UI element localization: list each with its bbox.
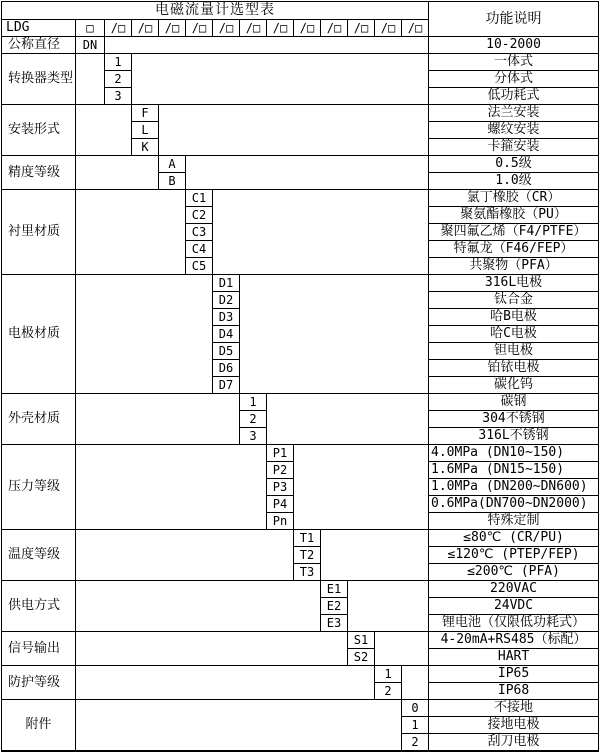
desc-cell: ≤80℃ (CR/PU) [429, 530, 599, 547]
spec-row [2, 445, 599, 462]
desc-cell: 钽电极 [429, 343, 599, 360]
filler-cell [186, 156, 429, 190]
model-prefix: LDG [2, 20, 76, 37]
desc-cell: 聚氨酯橡胶（PU） [429, 207, 599, 224]
code-cell: C4 [186, 241, 213, 258]
desc-cell: 碳钢 [429, 394, 599, 411]
model-checkbox-slot: /□ [105, 20, 132, 37]
code-cell: F [132, 105, 159, 122]
desc-cell: 法兰安装 [429, 105, 599, 122]
desc-cell: 316L电极 [429, 275, 599, 292]
code-cell: 1 [402, 717, 429, 734]
spec-row [2, 394, 599, 411]
code-cell: P3 [267, 479, 294, 496]
model-checkbox-slot: /□ [267, 20, 294, 37]
section-label: 压力等级 [2, 445, 76, 530]
filler-cell [321, 530, 429, 581]
desc-cell: 螺纹安装 [429, 122, 599, 139]
code-cell: E3 [321, 615, 348, 632]
filler-cell [348, 581, 429, 632]
desc-cell: 碳化钨 [429, 377, 599, 394]
desc-cell: 不接地 [429, 700, 599, 717]
desc-cell: 4-20mA+RS485（标配） [429, 632, 599, 649]
filler-cell [240, 275, 429, 394]
code-cell: C3 [186, 224, 213, 241]
code-cell: T2 [294, 547, 321, 564]
model-checkbox-slot: /□ [213, 20, 240, 37]
filler-cell [294, 445, 429, 530]
filler-cell [76, 445, 267, 530]
filler-cell [76, 581, 321, 632]
code-cell: T3 [294, 564, 321, 581]
desc-cell: 特殊定制 [429, 513, 599, 530]
code-cell: 2 [105, 71, 132, 88]
code-cell: D4 [213, 326, 240, 343]
spec-row [2, 190, 599, 207]
code-cell: P1 [267, 445, 294, 462]
spec-row [2, 581, 599, 598]
function-column-header: 功能说明 [429, 2, 599, 37]
code-cell: S2 [348, 649, 375, 666]
section-label: 信号输出 [2, 632, 76, 666]
filler-cell [76, 530, 294, 581]
desc-cell: 聚四氟乙烯（F4/PTFE） [429, 224, 599, 241]
filler-cell [76, 105, 132, 156]
desc-cell: 哈B电极 [429, 309, 599, 326]
code-cell: 3 [105, 88, 132, 105]
section-label: 安装形式 [2, 105, 76, 156]
section-label: 外壳材质 [2, 394, 76, 445]
section-label: 精度等级 [2, 156, 76, 190]
desc-cell: 卡箍安装 [429, 139, 599, 156]
desc-cell: 1.0MPa (DN200~DN600) [429, 479, 599, 496]
desc-cell: 220VAC [429, 581, 599, 598]
model-checkbox-slot: /□ [186, 20, 213, 37]
code-cell: C2 [186, 207, 213, 224]
desc-cell: 24VDC [429, 598, 599, 615]
desc-cell: 一体式 [429, 54, 599, 71]
code-cell: 1 [105, 54, 132, 71]
code-cell: 2 [375, 683, 402, 700]
desc-cell: IP65 [429, 666, 599, 683]
code-cell: 1 [240, 394, 267, 411]
spec-row [2, 54, 599, 71]
desc-cell: 锂电池（仅限低功耗式） [429, 615, 599, 632]
code-cell: D6 [213, 360, 240, 377]
section-label: 防护等级 [2, 666, 76, 700]
code-cell: K [132, 139, 159, 156]
model-checkbox-slot: /□ [132, 20, 159, 37]
code-cell: S1 [348, 632, 375, 649]
desc-cell: 分体式 [429, 71, 599, 88]
filler-cell [76, 632, 348, 666]
filler-cell [375, 632, 429, 666]
code-cell: DN [76, 37, 105, 54]
desc-cell: 哈C电极 [429, 326, 599, 343]
code-cell: P2 [267, 462, 294, 479]
model-checkbox-slot: /□ [240, 20, 267, 37]
section-label: 电极材质 [2, 275, 76, 394]
code-cell: B [159, 173, 186, 190]
spec-row [2, 632, 599, 649]
filler-cell [76, 666, 375, 700]
model-checkbox-slot: /□ [375, 20, 402, 37]
filler-cell [76, 394, 240, 445]
code-cell: D3 [213, 309, 240, 326]
desc-cell: 接地电极 [429, 717, 599, 734]
filler-cell [159, 105, 429, 156]
title-row [2, 2, 599, 20]
filler-cell [76, 54, 105, 105]
code-cell: P4 [267, 496, 294, 513]
spec-row [2, 275, 599, 292]
code-cell: 2 [240, 411, 267, 428]
spec-row [2, 105, 599, 122]
model-checkbox-slot: /□ [348, 20, 375, 37]
code-cell: D2 [213, 292, 240, 309]
code-cell: L [132, 122, 159, 139]
desc-cell: 0.5级 [429, 156, 599, 173]
code-cell: C5 [186, 258, 213, 275]
desc-cell: 刮刀电极 [429, 734, 599, 752]
section-label: 转换器类型 [2, 54, 76, 105]
filler-cell [76, 156, 159, 190]
section-label: 温度等级 [2, 530, 76, 581]
filler-cell [213, 190, 429, 275]
desc-cell: 316L不锈钢 [429, 428, 599, 445]
code-cell: C1 [186, 190, 213, 207]
desc-cell: 共聚物（PFA） [429, 258, 599, 275]
code-cell: E2 [321, 598, 348, 615]
spec-row [2, 156, 599, 173]
code-cell: E1 [321, 581, 348, 598]
code-cell: T1 [294, 530, 321, 547]
model-checkbox-slot: /□ [402, 20, 429, 37]
filler-cell [132, 54, 429, 105]
desc-cell: IP68 [429, 683, 599, 700]
code-cell: A [159, 156, 186, 173]
desc-cell: 铂铱电极 [429, 360, 599, 377]
desc-cell: 0.6MPa(DN700~DN2000) [429, 496, 599, 513]
desc-cell: 钛合金 [429, 292, 599, 309]
spec-row [2, 666, 599, 683]
code-cell: 1 [375, 666, 402, 683]
desc-cell: 氯丁橡胶（CR） [429, 190, 599, 207]
model-checkbox-slot: /□ [321, 20, 348, 37]
filler-cell [76, 275, 213, 394]
filler-cell [76, 700, 402, 752]
spec-row [2, 700, 599, 717]
filler-cell [76, 190, 186, 275]
selection-table [1, 1, 599, 752]
desc-cell: 10-2000 [429, 37, 599, 54]
code-cell: 3 [240, 428, 267, 445]
table-title: 电磁流量计选型表 [2, 2, 429, 20]
desc-cell: HART [429, 649, 599, 666]
code-cell: Pn [267, 513, 294, 530]
spec-row [2, 530, 599, 547]
desc-cell: 1.6MPa (DN15~150) [429, 462, 599, 479]
desc-cell: 低功耗式 [429, 88, 599, 105]
section-label: 供电方式 [2, 581, 76, 632]
desc-cell: 1.0级 [429, 173, 599, 190]
filler-cell [267, 394, 429, 445]
desc-cell: ≤120℃ (PTEP/FEP) [429, 547, 599, 564]
section-label: 衬里材质 [2, 190, 76, 275]
filler-cell [402, 666, 429, 700]
desc-cell: 特氟龙（F46/FEP） [429, 241, 599, 258]
code-cell: 2 [402, 734, 429, 752]
model-checkbox-slot: /□ [294, 20, 321, 37]
code-cell: D5 [213, 343, 240, 360]
desc-cell: 4.0MPa (DN10~150) [429, 445, 599, 462]
code-cell: D1 [213, 275, 240, 292]
section-label: 附件 [2, 700, 76, 752]
model-checkbox-dn: □ [76, 20, 105, 37]
code-cell: D7 [213, 377, 240, 394]
desc-cell: 304不锈钢 [429, 411, 599, 428]
code-cell: 0 [402, 700, 429, 717]
filler-cell [105, 37, 429, 54]
desc-cell: ≤200℃ (PFA) [429, 564, 599, 581]
model-checkbox-slot: /□ [159, 20, 186, 37]
section-label: 公称直径 [2, 37, 76, 54]
spec-row [2, 37, 599, 54]
